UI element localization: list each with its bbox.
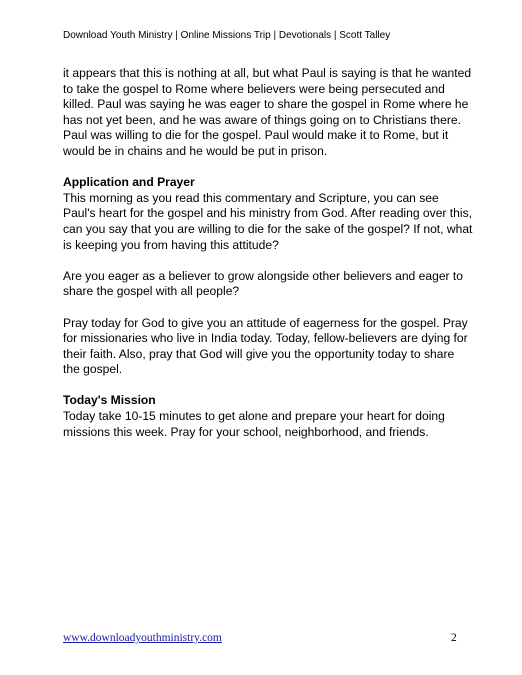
- running-header: Download Youth Ministry | Online Missions Trip | Devotionals | Scott Talley: [63, 30, 391, 41]
- application-heading: Application and Prayer: [63, 175, 195, 190]
- page-body: [63, 66, 473, 456]
- mission-paragraph: Today take 10-15 minutes to get alone and prepare your heart for doing missions this week. Pray for your school, neighborhood, and friends.: [63, 409, 445, 439]
- application-paragraph-3: Pray today for God to give you an attitude of eagerness for the gospel. Pray for missionaries who live in India today. Today, fellow-believers are dying for their faith. Also, pray that God will give you the opportunity today to share the gospel.: [63, 315, 468, 377]
- intro-paragraph: it appears that this is nothing at all, but what Paul is saying is that he wanted to take the gospel to Rome where believers were being persecuted and killed. Paul was saying he was eager to share the gospel in Rome where he has not yet been, and he was aware of things going on to Christians there. Paul was willing to die for the gospel. Paul would make it to Rome, but it would be in chains and he would be put in prison.: [63, 66, 472, 158]
- footer-website-link[interactable]: www.downloadyouthministry.com: [63, 632, 222, 644]
- application-paragraph-2: Are you eager as a believer to grow alongside other believers and eager to share the gospel with all people?: [63, 268, 464, 299]
- page-number: 2: [451, 632, 457, 644]
- mission-heading: Today's Mission: [63, 393, 156, 408]
- application-paragraph-1: This morning as you read this commentary and Scripture, you can see Paul's heart for the gospel and his ministry from God. After reading over this, can you say that you are willing to die for the sake of the gospel? If not, what is keeping you from having this attitude?: [63, 190, 473, 252]
